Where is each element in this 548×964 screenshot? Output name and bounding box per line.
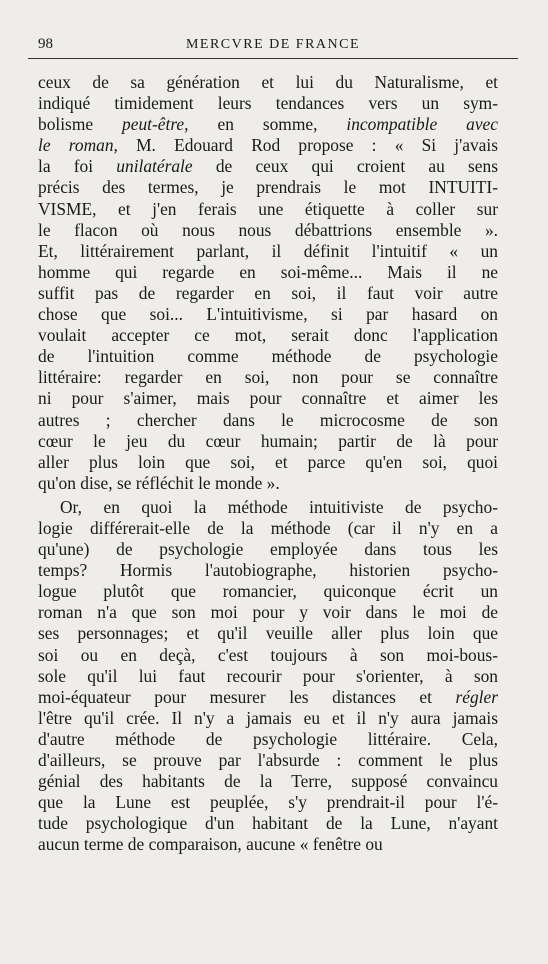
text-segment: Or, en quoi la méthode intuitiviste de psycho-: [60, 496, 498, 517]
text-segment: VISME, et j'en ferais une étiquette à coller sur: [38, 198, 498, 219]
text-segment: le flacon où nous nous débattrions ensemble ».: [38, 219, 498, 240]
text-line: [38, 602, 498, 623]
text-line: [38, 497, 498, 518]
paragraph: [38, 72, 498, 494]
text-segment: qu'une) de psychologie employée dans tous les: [38, 539, 498, 560]
text-segment: d'autre méthode de psychologie littéraire. Cela,: [38, 728, 498, 749]
text-line: [38, 452, 498, 473]
text-line: [38, 220, 498, 241]
text-segment: suffit pas de regarder en soi, il faut voir autre: [38, 282, 498, 303]
text-segment: d'ailleurs, se prouve par l'absurde : comment le plus: [38, 750, 498, 770]
text-segment: logue plutôt que romancier, quiconque écrit un: [38, 581, 498, 602]
text-segment: temps? Hormis l'autobiographe, historien psycho-: [38, 560, 498, 581]
text-segment: logie différerait-elle de la méthode (car il n'y en a: [38, 517, 498, 538]
text-segment: soi ou en deçà, c'est toujours à son moi-bous-: [38, 644, 498, 665]
text-line: [38, 473, 498, 494]
text-segment: moi-équateur pour mesurer les distances et: [38, 686, 456, 707]
text-line: [38, 346, 498, 367]
text-segment: M. Edouard Rod propose : « Si j'avais: [117, 135, 498, 156]
text-line: [38, 518, 498, 539]
text-line: [38, 834, 498, 855]
text-segment: de ceux qui croient au sens: [192, 156, 498, 177]
text-line: [38, 581, 498, 602]
text-segment: aucun terme de comparaison, aucune « fenêtre ou: [38, 834, 383, 855]
text-line: [38, 367, 498, 388]
text-line: [38, 135, 498, 156]
italic-text: le roman,: [38, 135, 118, 156]
text-line: [38, 325, 498, 346]
text-line: [38, 687, 498, 708]
text-segment: ni pour s'aimer, mais pour connaître et aimer les: [38, 388, 498, 409]
text-line: [38, 262, 498, 283]
text-segment: littéraire: regarder en soi, non pour se connaître: [38, 367, 498, 388]
text-line: [38, 539, 498, 560]
text-line: [38, 813, 498, 834]
text-line: [38, 283, 498, 304]
text-line: [38, 177, 498, 198]
text-segment: homme qui regarde en soi-même... Mais il ne: [38, 261, 498, 282]
text-line: [38, 72, 498, 93]
text-line: [38, 750, 498, 771]
text-line: [38, 729, 498, 750]
text-segment: ses personnages; et qu'il veuille aller plus loin que: [38, 623, 498, 644]
text-line: [38, 199, 498, 220]
text-line: [38, 792, 498, 813]
page-number: 98: [38, 36, 53, 52]
text-line: [38, 241, 498, 262]
italic-text: unilatérale: [116, 156, 193, 177]
text-line: [38, 93, 498, 114]
text-segment: précis des termes, je prendrais le mot INTUITI-: [38, 177, 498, 198]
italic-text: régler: [455, 686, 498, 707]
italic-text: peut-être,: [122, 114, 189, 135]
text-segment: aller plus loin que soi, et parce qu'en soi, quoi: [38, 451, 498, 472]
text-segment: ceux de sa génération et lui du Naturalisme, et: [38, 72, 498, 92]
text-segment: tude psychologique d'un habitant de la Lune, n'ayant: [38, 813, 498, 834]
text-line: [38, 771, 498, 792]
text-line: [38, 410, 498, 431]
text-line: [38, 708, 498, 729]
text-line: [38, 666, 498, 687]
text-segment: Et, littérairement parlant, il définit l'intuitif « un: [38, 240, 498, 261]
text-line: [38, 623, 498, 644]
text-line: [38, 156, 498, 177]
text-segment: la foi: [38, 156, 117, 177]
text-segment: roman n'a que son moi pour y voir dans le moi de: [38, 602, 498, 623]
text-line: [38, 431, 498, 452]
text-line: [38, 560, 498, 581]
page-header: [28, 34, 518, 59]
text-line: [38, 304, 498, 325]
body-text: [38, 72, 498, 855]
italic-text: incompatible avec: [346, 114, 498, 135]
paragraph: [38, 497, 498, 856]
text-segment: cœur le jeu du cœur humain; partir de là pour: [38, 430, 498, 451]
text-segment: autres ; chercher dans le microcosme de son: [38, 409, 498, 430]
text-segment: l'être qu'il crée. Il n'y a jamais eu et il n'y aura jamais: [38, 707, 498, 728]
text-line: [38, 645, 498, 666]
text-line: [38, 388, 498, 409]
text-line: [38, 114, 498, 135]
running-head: MERCVRE DE FRANCE: [185, 37, 361, 52]
text-segment: génial des habitants de la Terre, supposé convaincu: [38, 771, 498, 792]
text-segment: voulait accepter ce mot, serait donc l'application: [38, 325, 498, 346]
text-segment: indiqué timidement leurs tendances vers un sym-: [38, 93, 498, 114]
text-segment: chose que soi... L'intuitivisme, si par hasard on: [38, 304, 498, 325]
text-segment: que la Lune est peuplée, s'y prendrait-il pour l'é-: [38, 792, 498, 813]
text-segment: de l'intuition comme méthode de psychologie: [38, 346, 498, 367]
text-segment: qu'on dise, se réfléchit le monde ».: [38, 472, 280, 493]
text-segment: sole qu'il lui faut recourir pour s'orienter, à son: [38, 665, 498, 686]
text-segment: en somme,: [188, 114, 347, 135]
text-segment: bolisme: [38, 114, 123, 135]
